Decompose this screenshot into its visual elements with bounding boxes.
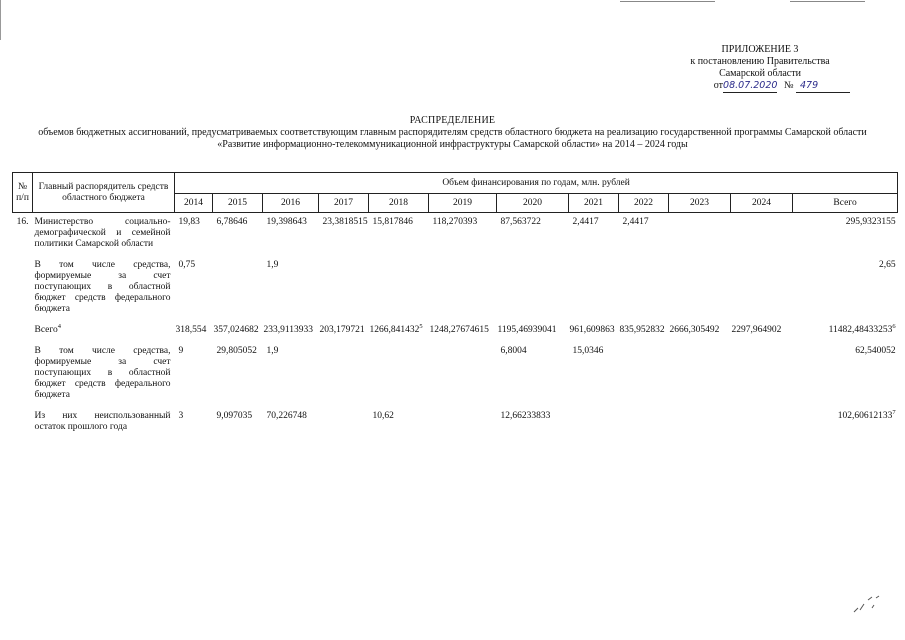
footnote-mark: 4 — [57, 322, 62, 330]
cell-value — [619, 250, 669, 315]
row-label: Министерство социально-демографической и семейной политики Самарской области — [34, 217, 171, 249]
cell-value: 233,9113933 — [263, 325, 314, 335]
row-label — [33, 315, 175, 336]
cell-value: 3 — [178, 411, 184, 421]
cell-value: 23,3818515 — [322, 217, 368, 227]
cell-value — [429, 250, 497, 315]
col-manager-header: Главный распорядитель средств областного бюджета — [33, 173, 175, 213]
cell-value: 2666,305492 — [669, 325, 720, 335]
table-row — [13, 401, 898, 433]
year-header: 2016 — [263, 194, 319, 213]
year-header: 2019 — [429, 194, 497, 213]
year-header: 2021 — [569, 194, 619, 213]
footnote-mark: 7 — [892, 408, 896, 416]
cell-value — [497, 250, 569, 315]
row-number — [13, 336, 33, 401]
cell-value: 2297,964902 — [731, 325, 782, 335]
year-header: 2014 — [175, 194, 213, 213]
cell-value: 1,9 — [266, 260, 279, 270]
handwritten-number: 479 — [796, 80, 850, 93]
cell-value: 6,8004 — [500, 346, 527, 356]
col-no-header: № п/п — [13, 173, 33, 213]
cell-value: 203,179721 — [319, 325, 365, 335]
row-label: Из них неиспользованный остаток прошлого года — [34, 411, 171, 432]
table-row — [13, 213, 898, 251]
cell-value — [429, 336, 497, 401]
cell-value: 9 — [178, 346, 184, 356]
cell-total: 2,65 — [879, 260, 896, 270]
table-row-total — [13, 315, 898, 336]
year-header: 2020 — [497, 194, 569, 213]
appendix-date-line — [640, 80, 880, 93]
cell-value — [669, 213, 731, 251]
appendix-line-2: Самарской области — [719, 68, 801, 79]
cell-value — [213, 250, 263, 315]
cell-total: 295,9323155 — [845, 217, 896, 227]
cell-value — [319, 401, 369, 433]
row-label: В том числе средства, формируемые за счет поступающих в областной бюджет средств федерального бюджета — [34, 260, 171, 314]
footnote-mark: 6 — [892, 322, 896, 330]
row-number — [13, 315, 33, 336]
cell-value — [569, 250, 619, 315]
col-group-header: Объем финансирования по годам, млн. рублей — [175, 173, 898, 194]
cell-value: 118,270393 — [432, 217, 478, 227]
year-header: 2024 — [731, 194, 793, 213]
cell-value — [669, 336, 731, 401]
cell-value: 10,62 — [372, 411, 394, 421]
cell-total-text: 102,60612133 — [837, 411, 893, 421]
row-number — [13, 250, 33, 315]
year-header: 2023 — [669, 194, 731, 213]
cell-value — [731, 401, 793, 433]
cell-value: 961,609863 — [569, 325, 615, 335]
cell-value — [369, 250, 429, 315]
cell-value — [429, 401, 497, 433]
cell-value: 19,398643 — [266, 217, 307, 227]
scan-artifact-line — [790, 1, 865, 2]
heading-main: РАСПРЕДЕЛЕНИЕ — [409, 115, 496, 126]
cell-value: 835,952832 — [619, 325, 665, 335]
cell-value — [319, 250, 369, 315]
cell-total — [793, 315, 898, 336]
appendix-line-1: к постановлению Правительства — [690, 56, 830, 67]
total-header: Всего — [793, 194, 898, 213]
cell-value — [731, 213, 793, 251]
cell-value — [369, 315, 429, 336]
cell-value — [731, 336, 793, 401]
cell-value: 6,78646 — [216, 217, 248, 227]
row-number: 16. — [16, 217, 29, 227]
cell-total — [793, 401, 898, 433]
cell-value — [369, 336, 429, 401]
cell-value: 29,805052 — [216, 346, 257, 356]
cell-value: 2,4417 — [622, 217, 649, 227]
cell-value: 1248,27674615 — [429, 325, 489, 335]
scan-edge — [0, 0, 1, 40]
row-number — [13, 401, 33, 433]
cell-value: 15,0346 — [572, 346, 604, 356]
cell-value: 2,4417 — [572, 217, 599, 227]
cell-value — [731, 250, 793, 315]
appendix-block — [640, 44, 880, 93]
cell-total: 62,540052 — [855, 346, 896, 356]
cell-value — [619, 401, 669, 433]
cell-value-text: 1266,841432 — [369, 325, 420, 335]
cell-value: 318,554 — [175, 325, 207, 335]
cell-value: 1,9 — [266, 346, 279, 356]
cell-value: 1195,46939041 — [497, 325, 557, 335]
cell-value — [669, 250, 731, 315]
cell-value: 15,817846 — [372, 217, 413, 227]
cell-value: 12,66233833 — [500, 411, 551, 421]
budget-table-wrapper — [12, 172, 897, 433]
from-label: от — [713, 80, 724, 91]
year-header: 2015 — [213, 194, 263, 213]
pen-scribble-mark — [850, 590, 890, 620]
cell-value: 87,563722 — [500, 217, 541, 227]
cell-value — [569, 401, 619, 433]
cell-value: 19,83 — [178, 217, 200, 227]
document-heading — [30, 115, 875, 151]
cell-value: 357,024682 — [213, 325, 259, 335]
appendix-title: ПРИЛОЖЕНИЕ 3 — [721, 44, 799, 55]
cell-value — [619, 336, 669, 401]
budget-table — [12, 172, 898, 433]
year-header: 2018 — [369, 194, 429, 213]
number-label: № — [783, 80, 794, 91]
row-label-text: Всего — [34, 325, 58, 335]
cell-value: 70,226748 — [266, 411, 307, 421]
scan-artifact-line — [620, 1, 715, 2]
handwritten-date: 08.07.2020 — [723, 80, 778, 91]
cell-value: 9,097035 — [216, 411, 253, 421]
footnote-mark: 5 — [419, 322, 423, 330]
table-row — [13, 336, 898, 401]
year-header: 2022 — [619, 194, 669, 213]
row-label: В том числе средства, формируемые за счет поступающих в областной бюджет средств федерального бюджета — [34, 346, 171, 400]
table-row — [13, 250, 898, 315]
cell-value — [669, 401, 731, 433]
cell-value — [319, 336, 369, 401]
heading-sub: объемов бюджетных ассигнований, предусматриваемых соответствующим главным распорядителям средств областного бюджета на реализацию государственной программы Самарской области «Развитие информационно-телекоммуникационной инфраструктуры Самарской области» на 2014 – 2024 годы — [38, 127, 867, 150]
cell-value: 0,75 — [178, 260, 196, 270]
year-header: 2017 — [319, 194, 369, 213]
cell-total-text: 11482,48433253 — [828, 325, 893, 335]
